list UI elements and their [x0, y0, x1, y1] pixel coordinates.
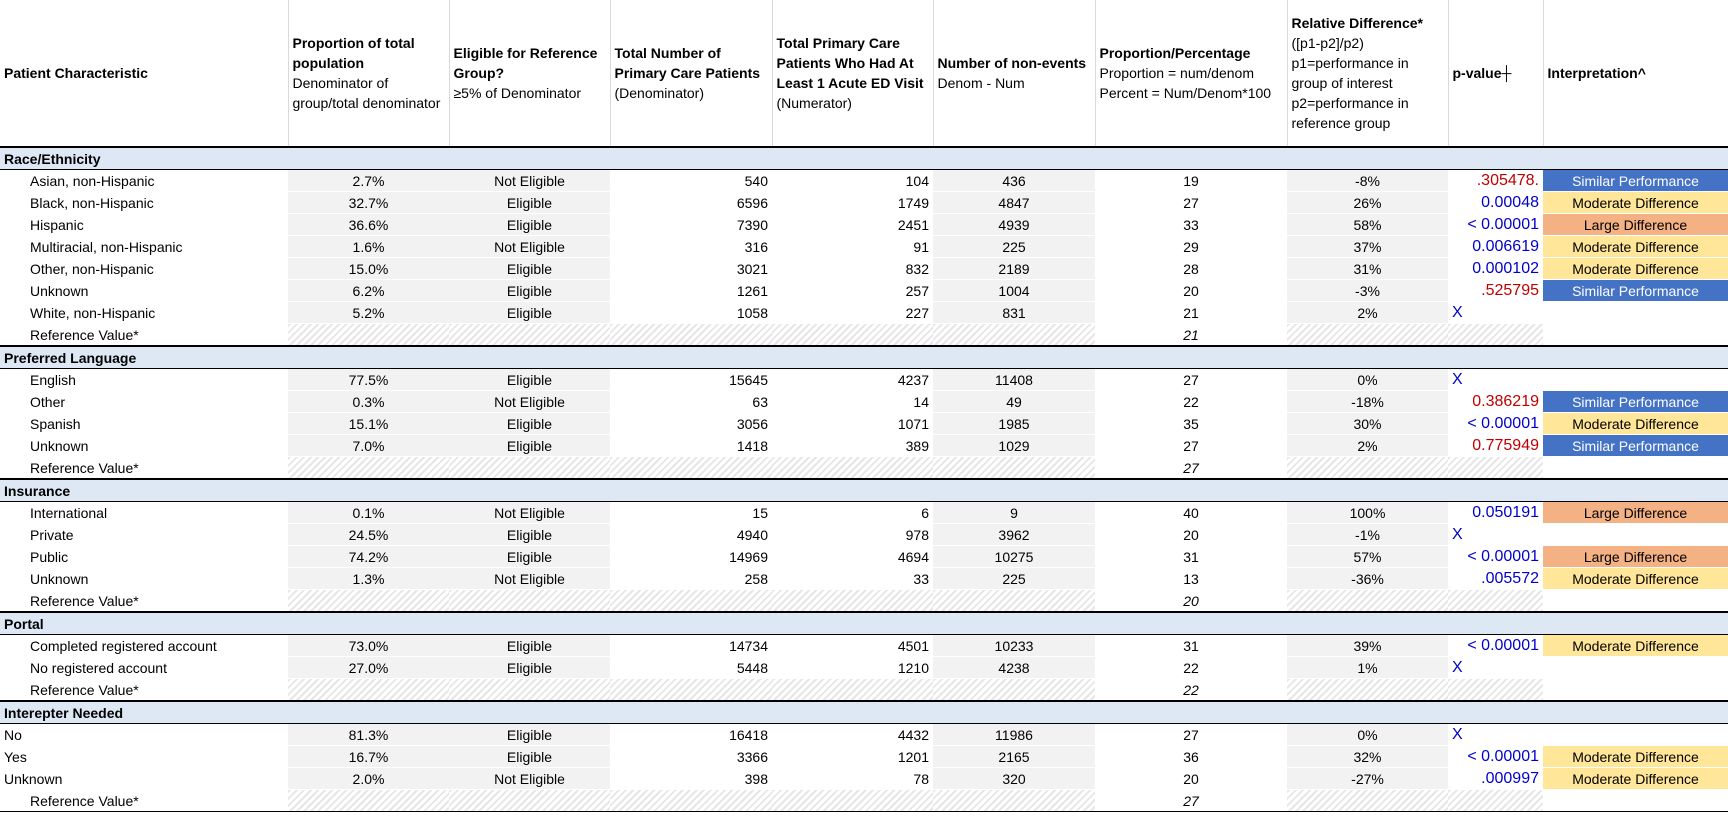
- reference-hatch: [288, 590, 449, 613]
- p-value-cell: 0.00048: [1448, 192, 1543, 214]
- reference-hatch: [449, 590, 610, 613]
- section-title: Interepter Needed: [0, 701, 1728, 724]
- relative-difference-cell: 57%: [1287, 546, 1448, 568]
- non-events-cell: 3962: [933, 524, 1095, 546]
- percentage-cell: 19: [1095, 170, 1287, 192]
- proportion-cell: 15.1%: [288, 413, 449, 435]
- interpretation-cell: Moderate Difference: [1543, 768, 1728, 790]
- percentage-cell: 27: [1095, 724, 1287, 746]
- total-cell: 1418: [610, 435, 772, 457]
- interpretation-cell: Similar Performance: [1543, 435, 1728, 457]
- total-cell: 3366: [610, 746, 772, 768]
- reference-value: 27: [1095, 457, 1287, 480]
- reference-row: [0, 324, 1728, 347]
- reference-value: 21: [1095, 324, 1287, 347]
- table-row: [0, 369, 1728, 391]
- non-events-cell: 10275: [933, 546, 1095, 568]
- reference-hatch: [933, 457, 1095, 480]
- eligible-cell: Eligible: [449, 546, 610, 568]
- interpretation-cell: Moderate Difference: [1543, 258, 1728, 280]
- total-cell: 15645: [610, 369, 772, 391]
- non-events-cell: 1004: [933, 280, 1095, 302]
- row-label: English: [0, 369, 288, 391]
- eligible-cell: Eligible: [449, 724, 610, 746]
- reference-row: [0, 590, 1728, 613]
- total-cell: 540: [610, 170, 772, 192]
- header-proportion-percentage: Proportion/Percentage Proportion = num/denom Percent = Num/Denom*100: [1095, 0, 1287, 147]
- percentage-cell: 33: [1095, 214, 1287, 236]
- interpretation-cell: Moderate Difference: [1543, 236, 1728, 258]
- proportion-cell: 32.7%: [288, 192, 449, 214]
- relative-difference-cell: 1%: [1287, 657, 1448, 679]
- interpretation-cell: Large Difference: [1543, 546, 1728, 568]
- reference-hatch: [449, 457, 610, 480]
- reference-value: 27: [1095, 790, 1287, 812]
- interpretation-cell: [1543, 369, 1728, 391]
- table-row: [0, 214, 1728, 236]
- p-value-cell: X: [1448, 302, 1543, 324]
- p-value-cell: 0.386219: [1448, 391, 1543, 413]
- table-row: [0, 435, 1728, 457]
- non-events-cell: 4238: [933, 657, 1095, 679]
- eligible-cell: Eligible: [449, 369, 610, 391]
- reference-hatch: [772, 324, 933, 347]
- p-value-cell: 0.000102: [1448, 258, 1543, 280]
- interpretation-cell: Moderate Difference: [1543, 635, 1728, 657]
- reference-hatch: [1287, 790, 1448, 812]
- ed-visit-cell: 6: [772, 502, 933, 524]
- reference-row: [0, 679, 1728, 702]
- total-cell: 1261: [610, 280, 772, 302]
- percentage-cell: 13: [1095, 568, 1287, 590]
- interpretation-cell: [1543, 524, 1728, 546]
- non-events-cell: 831: [933, 302, 1095, 324]
- section-header: [0, 612, 1728, 635]
- proportion-cell: 0.1%: [288, 502, 449, 524]
- reference-hatch: [610, 324, 772, 347]
- total-cell: 14969: [610, 546, 772, 568]
- ed-visit-cell: 1210: [772, 657, 933, 679]
- percentage-cell: 21: [1095, 302, 1287, 324]
- table-row: [0, 302, 1728, 324]
- total-cell: 63: [610, 391, 772, 413]
- p-value-cell: X: [1448, 657, 1543, 679]
- row-label: No registered account: [0, 657, 288, 679]
- reference-blank: [1543, 590, 1728, 613]
- reference-hatch: [610, 679, 772, 702]
- percentage-cell: 20: [1095, 280, 1287, 302]
- table-row: [0, 546, 1728, 568]
- proportion-cell: 1.3%: [288, 568, 449, 590]
- reference-label: Reference Value*: [0, 324, 288, 347]
- ed-visit-cell: 1749: [772, 192, 933, 214]
- proportion-cell: 81.3%: [288, 724, 449, 746]
- reference-hatch: [1448, 457, 1543, 480]
- relative-difference-cell: -8%: [1287, 170, 1448, 192]
- row-label: No: [0, 724, 288, 746]
- reference-hatch: [449, 679, 610, 702]
- section-header: [0, 701, 1728, 724]
- interpretation-cell: Similar Performance: [1543, 391, 1728, 413]
- ed-visit-cell: 14: [772, 391, 933, 413]
- reference-hatch: [933, 590, 1095, 613]
- proportion-cell: 6.2%: [288, 280, 449, 302]
- p-value-cell: X: [1448, 724, 1543, 746]
- row-label: Spanish: [0, 413, 288, 435]
- non-events-cell: 4939: [933, 214, 1095, 236]
- row-label: Private: [0, 524, 288, 546]
- proportion-cell: 5.2%: [288, 302, 449, 324]
- percentage-cell: 27: [1095, 192, 1287, 214]
- table-row: [0, 568, 1728, 590]
- relative-difference-cell: -3%: [1287, 280, 1448, 302]
- eligible-cell: Not Eligible: [449, 768, 610, 790]
- non-events-cell: 49: [933, 391, 1095, 413]
- table-row: [0, 524, 1728, 546]
- row-label: Unknown: [0, 280, 288, 302]
- row-label: Multiracial, non-Hispanic: [0, 236, 288, 258]
- eligible-cell: Not Eligible: [449, 502, 610, 524]
- percentage-cell: 29: [1095, 236, 1287, 258]
- eligible-cell: Eligible: [449, 524, 610, 546]
- reference-blank: [1543, 324, 1728, 347]
- reference-hatch: [288, 324, 449, 347]
- eligible-cell: Not Eligible: [449, 391, 610, 413]
- interpretation-cell: Large Difference: [1543, 214, 1728, 236]
- proportion-cell: 77.5%: [288, 369, 449, 391]
- ed-visit-cell: 227: [772, 302, 933, 324]
- proportion-cell: 2.7%: [288, 170, 449, 192]
- relative-difference-cell: 2%: [1287, 302, 1448, 324]
- interpretation-cell: [1543, 657, 1728, 679]
- ed-visit-cell: 978: [772, 524, 933, 546]
- percentage-cell: 35: [1095, 413, 1287, 435]
- eligible-cell: Not Eligible: [449, 170, 610, 192]
- proportion-cell: 74.2%: [288, 546, 449, 568]
- reference-hatch: [1448, 679, 1543, 702]
- percentage-cell: 27: [1095, 369, 1287, 391]
- section-title: Insurance: [0, 479, 1728, 502]
- reference-hatch: [772, 457, 933, 480]
- reference-hatch: [1287, 679, 1448, 702]
- header-row: [0, 0, 1728, 147]
- table-row: [0, 170, 1728, 192]
- table-row: [0, 724, 1728, 746]
- reference-blank: [1543, 679, 1728, 702]
- reference-hatch: [1448, 324, 1543, 347]
- interpretation-cell: Moderate Difference: [1543, 413, 1728, 435]
- section-header: [0, 346, 1728, 369]
- relative-difference-cell: 32%: [1287, 746, 1448, 768]
- total-cell: 4940: [610, 524, 772, 546]
- interpretation-cell: Similar Performance: [1543, 170, 1728, 192]
- section-header: [0, 479, 1728, 502]
- proportion-cell: 0.3%: [288, 391, 449, 413]
- table-row: [0, 391, 1728, 413]
- percentage-cell: 20: [1095, 524, 1287, 546]
- p-value-cell: < 0.00001: [1448, 746, 1543, 768]
- relative-difference-cell: -1%: [1287, 524, 1448, 546]
- proportion-cell: 73.0%: [288, 635, 449, 657]
- reference-hatch: [772, 790, 933, 812]
- relative-difference-cell: 30%: [1287, 413, 1448, 435]
- interpretation-cell: Moderate Difference: [1543, 192, 1728, 214]
- table-row: [0, 502, 1728, 524]
- proportion-cell: 24.5%: [288, 524, 449, 546]
- percentage-cell: 40: [1095, 502, 1287, 524]
- reference-hatch: [772, 679, 933, 702]
- reference-hatch: [933, 790, 1095, 812]
- total-cell: 398: [610, 768, 772, 790]
- relative-difference-cell: 0%: [1287, 369, 1448, 391]
- eligible-cell: Eligible: [449, 413, 610, 435]
- reference-hatch: [933, 679, 1095, 702]
- relative-difference-cell: 31%: [1287, 258, 1448, 280]
- ed-visit-cell: 4501: [772, 635, 933, 657]
- ed-visit-cell: 4432: [772, 724, 933, 746]
- percentage-cell: 31: [1095, 546, 1287, 568]
- total-cell: 15: [610, 502, 772, 524]
- relative-difference-cell: 2%: [1287, 435, 1448, 457]
- header-eligible: Eligible for Reference Group? ≥5% of Denominator: [449, 0, 610, 147]
- non-events-cell: 436: [933, 170, 1095, 192]
- ed-visit-cell: 2451: [772, 214, 933, 236]
- ed-visit-cell: 33: [772, 568, 933, 590]
- non-events-cell: 2165: [933, 746, 1095, 768]
- relative-difference-cell: 37%: [1287, 236, 1448, 258]
- interpretation-cell: Moderate Difference: [1543, 746, 1728, 768]
- reference-hatch: [610, 590, 772, 613]
- row-label: Unknown: [0, 435, 288, 457]
- table-row: [0, 258, 1728, 280]
- row-label: Completed registered account: [0, 635, 288, 657]
- total-cell: 5448: [610, 657, 772, 679]
- table-body: [0, 147, 1728, 812]
- non-events-cell: 4847: [933, 192, 1095, 214]
- reference-hatch: [933, 324, 1095, 347]
- proportion-cell: 16.7%: [288, 746, 449, 768]
- row-label: Hispanic: [0, 214, 288, 236]
- total-cell: 3056: [610, 413, 772, 435]
- percentage-cell: 20: [1095, 768, 1287, 790]
- header-total-patients: Total Number of Primary Care Patients (Denominator): [610, 0, 772, 147]
- row-label: Asian, non-Hispanic: [0, 170, 288, 192]
- reference-label: Reference Value*: [0, 679, 288, 702]
- p-value-cell: < 0.00001: [1448, 635, 1543, 657]
- reference-hatch: [288, 790, 449, 812]
- interpretation-cell: [1543, 302, 1728, 324]
- table-row: [0, 635, 1728, 657]
- reference-row: [0, 790, 1728, 812]
- p-value-cell: < 0.00001: [1448, 214, 1543, 236]
- header-interpretation: Interpretation^: [1543, 0, 1728, 147]
- proportion-cell: 36.6%: [288, 214, 449, 236]
- interpretation-cell: [1543, 724, 1728, 746]
- eligible-cell: Eligible: [449, 258, 610, 280]
- section-header: [0, 147, 1728, 170]
- eligible-cell: Eligible: [449, 635, 610, 657]
- total-cell: 16418: [610, 724, 772, 746]
- reference-hatch: [1448, 790, 1543, 812]
- ed-visit-cell: 91: [772, 236, 933, 258]
- relative-difference-cell: -36%: [1287, 568, 1448, 590]
- percentage-cell: 28: [1095, 258, 1287, 280]
- relative-difference-cell: -18%: [1287, 391, 1448, 413]
- ed-visit-cell: 4237: [772, 369, 933, 391]
- proportion-cell: 15.0%: [288, 258, 449, 280]
- header-p-value: p-value┼: [1448, 0, 1543, 147]
- reference-blank: [1543, 457, 1728, 480]
- percentage-cell: 36: [1095, 746, 1287, 768]
- reference-label: Reference Value*: [0, 457, 288, 480]
- interpretation-cell: Moderate Difference: [1543, 568, 1728, 590]
- non-events-cell: 1029: [933, 435, 1095, 457]
- reference-hatch: [610, 457, 772, 480]
- reference-hatch: [610, 790, 772, 812]
- reference-hatch: [1287, 457, 1448, 480]
- proportion-cell: 27.0%: [288, 657, 449, 679]
- table-row: [0, 192, 1728, 214]
- section-title: Race/Ethnicity: [0, 147, 1728, 170]
- proportion-cell: 1.6%: [288, 236, 449, 258]
- total-cell: 258: [610, 568, 772, 590]
- table-row: [0, 746, 1728, 768]
- percentage-cell: 22: [1095, 391, 1287, 413]
- table-row: [0, 280, 1728, 302]
- interpretation-cell: Similar Performance: [1543, 280, 1728, 302]
- non-events-cell: 9: [933, 502, 1095, 524]
- eligible-cell: Eligible: [449, 746, 610, 768]
- proportion-cell: 7.0%: [288, 435, 449, 457]
- header-relative-difference: Relative Difference* ([p1-p2]/p2) p1=performance in group of interest p2=performance in reference group: [1287, 0, 1448, 147]
- ed-visit-cell: 78: [772, 768, 933, 790]
- eligible-cell: Eligible: [449, 214, 610, 236]
- row-label: Unknown: [0, 768, 288, 790]
- row-label: Other: [0, 391, 288, 413]
- p-value-cell: X: [1448, 369, 1543, 391]
- non-events-cell: 2189: [933, 258, 1095, 280]
- reference-hatch: [288, 457, 449, 480]
- p-value-cell: < 0.00001: [1448, 413, 1543, 435]
- ed-visit-cell: 4694: [772, 546, 933, 568]
- relative-difference-cell: 58%: [1287, 214, 1448, 236]
- row-label: International: [0, 502, 288, 524]
- reference-hatch: [449, 790, 610, 812]
- table-row: [0, 413, 1728, 435]
- total-cell: 6596: [610, 192, 772, 214]
- row-label: Public: [0, 546, 288, 568]
- reference-label: Reference Value*: [0, 790, 288, 812]
- ed-visit-cell: 104: [772, 170, 933, 192]
- non-events-cell: 225: [933, 568, 1095, 590]
- row-label: White, non-Hispanic: [0, 302, 288, 324]
- p-value-cell: X: [1448, 524, 1543, 546]
- table-row: [0, 657, 1728, 679]
- p-value-cell: .305478.: [1448, 170, 1543, 192]
- non-events-cell: 11986: [933, 724, 1095, 746]
- table-row: [0, 768, 1728, 790]
- percentage-cell: 22: [1095, 657, 1287, 679]
- percentage-cell: 27: [1095, 435, 1287, 457]
- interpretation-cell: Large Difference: [1543, 502, 1728, 524]
- row-label: Black, non-Hispanic: [0, 192, 288, 214]
- reference-hatch: [1287, 324, 1448, 347]
- ed-visit-cell: 1071: [772, 413, 933, 435]
- p-value-cell: .000997: [1448, 768, 1543, 790]
- reference-label: Reference Value*: [0, 590, 288, 613]
- reference-hatch: [288, 679, 449, 702]
- p-value-cell: 0.050191: [1448, 502, 1543, 524]
- ed-visit-cell: 832: [772, 258, 933, 280]
- p-value-cell: < 0.00001: [1448, 546, 1543, 568]
- p-value-cell: 0.775949: [1448, 435, 1543, 457]
- non-events-cell: 10233: [933, 635, 1095, 657]
- section-title: Preferred Language: [0, 346, 1728, 369]
- reference-hatch: [1287, 590, 1448, 613]
- row-label: Unknown: [0, 568, 288, 590]
- ed-visit-cell: 257: [772, 280, 933, 302]
- total-cell: 1058: [610, 302, 772, 324]
- table-row: [0, 236, 1728, 258]
- ed-visit-cell: 1201: [772, 746, 933, 768]
- header-patient-characteristic: Patient Characteristic: [0, 0, 288, 147]
- reference-row: [0, 457, 1728, 480]
- non-events-cell: 11408: [933, 369, 1095, 391]
- total-cell: 7390: [610, 214, 772, 236]
- eligible-cell: Eligible: [449, 192, 610, 214]
- reference-value: 22: [1095, 679, 1287, 702]
- reference-value: 20: [1095, 590, 1287, 613]
- relative-difference-cell: 100%: [1287, 502, 1448, 524]
- relative-difference-cell: 39%: [1287, 635, 1448, 657]
- ed-visit-cell: 389: [772, 435, 933, 457]
- header-ed-visit: Total Primary Care Patients Who Had At Least 1 Acute ED Visit (Numerator): [772, 0, 933, 147]
- total-cell: 316: [610, 236, 772, 258]
- non-events-cell: 225: [933, 236, 1095, 258]
- reference-hatch: [449, 324, 610, 347]
- non-events-cell: 320: [933, 768, 1095, 790]
- percentage-cell: 31: [1095, 635, 1287, 657]
- relative-difference-cell: 0%: [1287, 724, 1448, 746]
- row-label: Other, non-Hispanic: [0, 258, 288, 280]
- header-proportion-total: Proportion of total population Denominator of group/total denominator: [288, 0, 449, 147]
- proportion-cell: 2.0%: [288, 768, 449, 790]
- eligible-cell: Eligible: [449, 435, 610, 457]
- total-cell: 3021: [610, 258, 772, 280]
- reference-hatch: [1448, 590, 1543, 613]
- eligible-cell: Eligible: [449, 280, 610, 302]
- p-value-cell: .005572: [1448, 568, 1543, 590]
- eligible-cell: Not Eligible: [449, 236, 610, 258]
- reference-hatch: [772, 590, 933, 613]
- p-value-cell: 0.006619: [1448, 236, 1543, 258]
- eligible-cell: Eligible: [449, 657, 610, 679]
- relative-difference-cell: 26%: [1287, 192, 1448, 214]
- non-events-cell: 1985: [933, 413, 1095, 435]
- total-cell: 14734: [610, 635, 772, 657]
- eligible-cell: Eligible: [449, 302, 610, 324]
- p-value-cell: .525795: [1448, 280, 1543, 302]
- relative-difference-cell: -27%: [1287, 768, 1448, 790]
- section-title: Portal: [0, 612, 1728, 635]
- reference-blank: [1543, 790, 1728, 812]
- header-non-events: Number of non-events Denom - Num: [933, 0, 1095, 147]
- row-label: Yes: [0, 746, 288, 768]
- eligible-cell: Not Eligible: [449, 568, 610, 590]
